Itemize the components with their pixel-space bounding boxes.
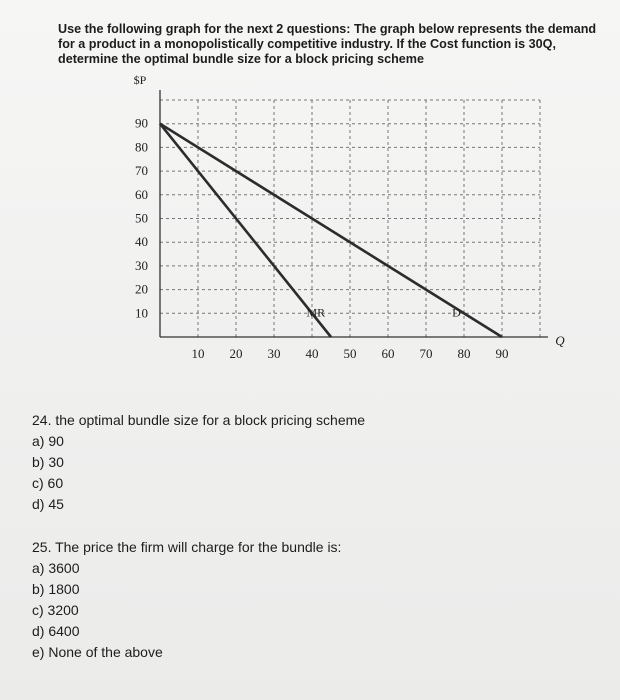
x-tick-label: 10 [191, 346, 205, 361]
q25-option-e: e) None of the above [32, 644, 163, 660]
question-24 [32, 410, 365, 515]
x-tick-labels [192, 346, 509, 361]
y-tick-label: 80 [135, 139, 148, 155]
y-tick-label: 50 [135, 210, 148, 226]
y-axis-label: $P [133, 73, 147, 87]
series-line-d [160, 124, 502, 337]
question-24-options [32, 431, 365, 515]
x-tick-label: 50 [343, 346, 357, 361]
q24-option-b: b) 30 [32, 454, 64, 470]
x-axis-label: Q [555, 333, 565, 348]
question-25 [32, 537, 341, 663]
series-line-mr [160, 124, 331, 337]
question-25-options [32, 558, 341, 663]
x-tick-label: 80 [457, 346, 471, 361]
y-tick-label: 70 [135, 163, 148, 179]
x-tick-label: 30 [267, 346, 281, 361]
x-tick-label: 40 [305, 346, 319, 361]
x-tick-label: 60 [381, 346, 395, 361]
q25-option-b: b) 1800 [32, 581, 80, 597]
q24-option-c: c) 60 [32, 475, 64, 491]
x-tick-label: 20 [229, 346, 243, 361]
y-tick-label: 90 [135, 115, 148, 131]
y-tick-labels [135, 116, 148, 321]
x-tick-label: 70 [419, 346, 433, 361]
q25-option-d: d) 6400 [32, 623, 80, 639]
x-tick-label: 90 [495, 346, 509, 361]
chart-axes [160, 90, 548, 337]
q24-option-a: a) 90 [32, 433, 64, 449]
q25-option-a: a) 3600 [32, 560, 80, 576]
q25-option-c: c) 3200 [32, 602, 79, 618]
question-intro: Use the following graph for the next 2 questions: The graph below represents the demand for a product in a monopolistically competitive industry. If the Cost function is 30Q, determine the optimal bundle size for a block pricing scheme [58, 22, 597, 66]
y-tick-label: 20 [135, 281, 148, 297]
y-tick-label: 30 [135, 257, 148, 273]
y-tick-label: 10 [135, 305, 148, 321]
y-tick-label: 60 [135, 186, 148, 202]
q24-option-d: d) 45 [32, 496, 64, 512]
question-24-stem: 24. the optimal bundle size for a block pricing scheme [32, 412, 366, 428]
question-25-stem: 25. The price the firm will charge for the bundle is: [32, 539, 342, 555]
series-label-mr: MR [306, 305, 326, 320]
series-label-d: D [452, 305, 461, 320]
y-tick-label: 40 [135, 234, 148, 250]
chart-series [160, 124, 502, 337]
chart-grid [160, 100, 540, 337]
